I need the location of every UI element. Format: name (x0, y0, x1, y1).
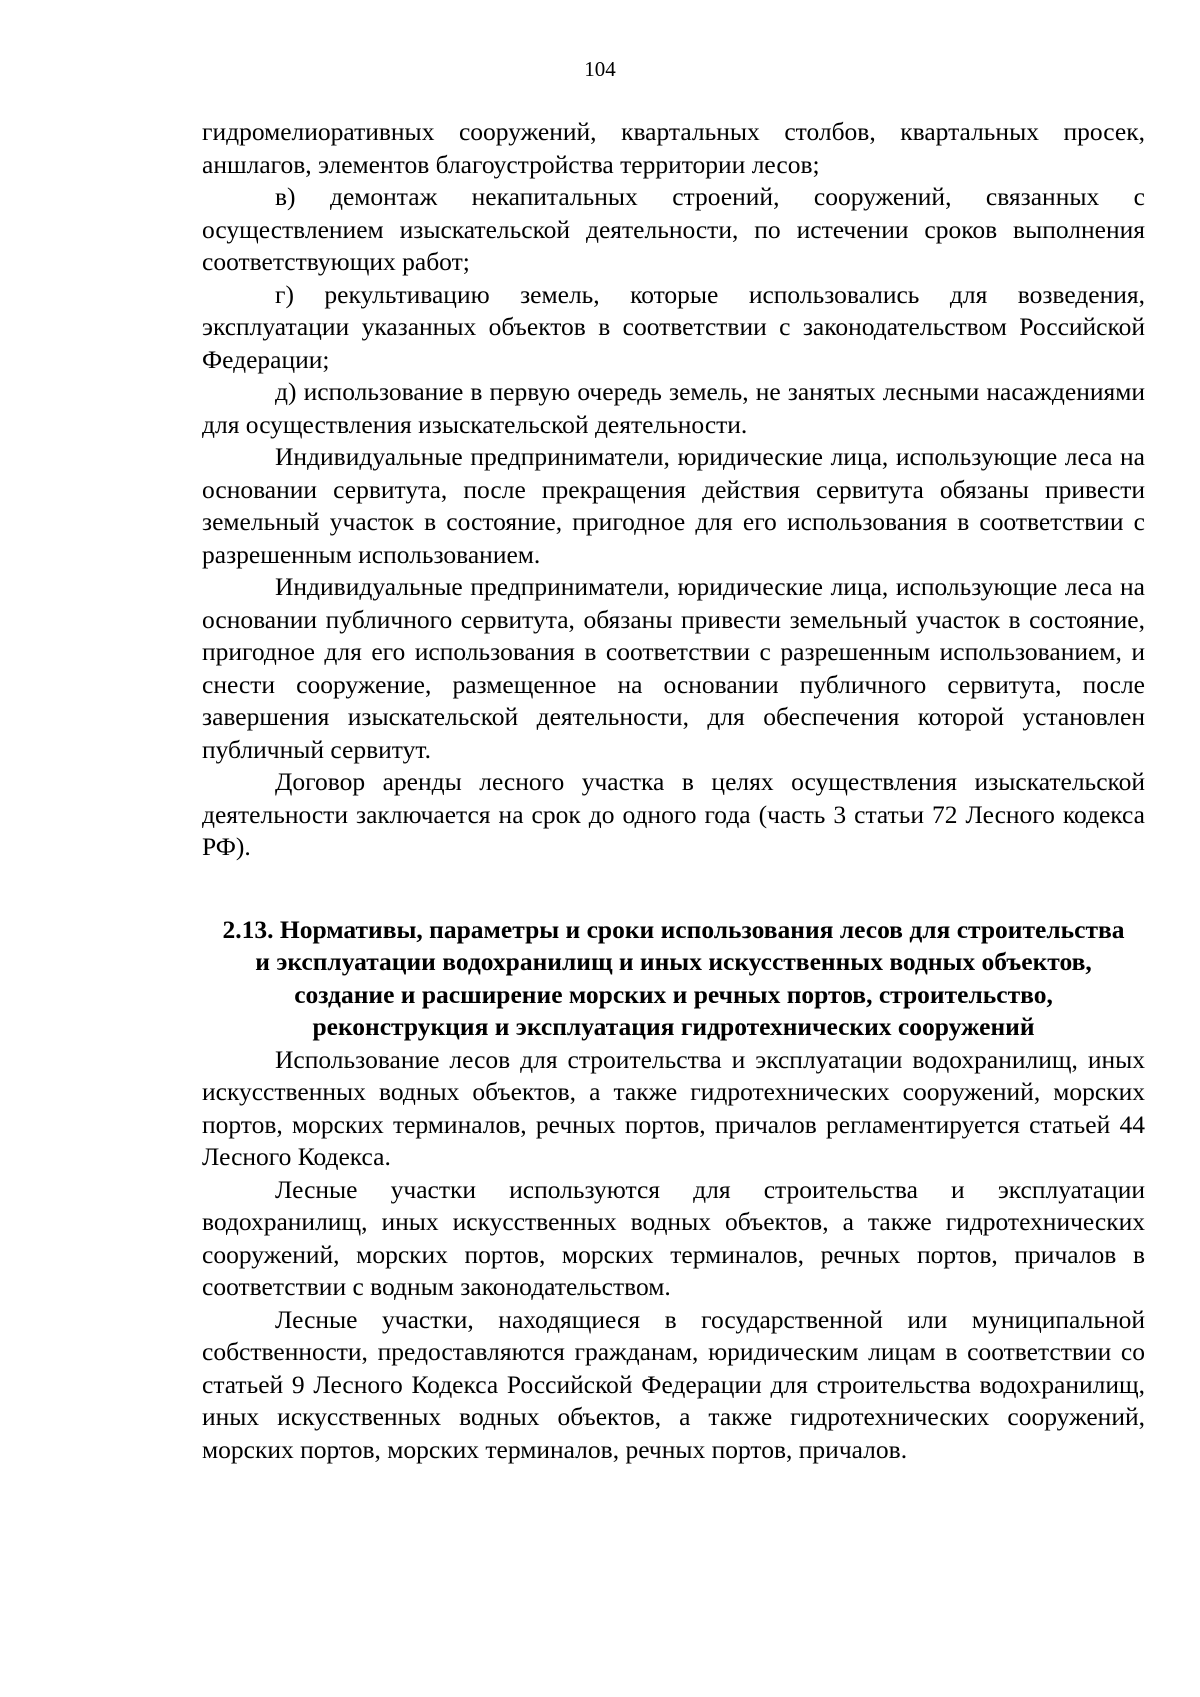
document-body (202, 116, 1145, 1466)
paragraph-item-v: в) демонтаж некапитальных строений, сооружений, связанных с осуществлением изыскательской деятельности, по истечении сроков выполнения соответствующих работ; (202, 182, 1145, 276)
paragraph-item-d: д) использование в первую очередь земель, не занятых лесными насаждениями для осуществления изыскательской деятельности. (202, 377, 1145, 439)
paragraph: Лесные участки, находящиеся в государственной или муниципальной собственности, предоставляются гражданам, юридическим лицам в соответствии со статьей 9 Лесного Кодекса Российской Федерации для строительства водохранилищ, иных искусственных водных объектов, а также гидротехнических сооружений, морских портов, морских терминалов, речных портов, причалов. (202, 1304, 1145, 1464)
paragraphs-top (202, 116, 1145, 864)
paragraph: Индивидуальные предприниматели, юридические лица, использующие леса на основании публичного сервитута, обязаны привести земельный участок в состояние, пригодное для его использования в соответствии с разрешенным использованием, и снести сооружение, размещенное на основании публичного сервитута, после завершения изыскательской деятельности, для обеспечения которой установлен публичный сервитут. (202, 572, 1145, 764)
paragraph: Использование лесов для строительства и эксплуатации водохранилищ, иных искусственных водных объектов, а также гидротехнических сооружений, морских портов, морских терминалов, речных портов, причалов регламентируется статьей 44 Лесного Кодекса. (202, 1044, 1145, 1171)
section-heading: 2.13. Нормативы, параметры и сроки использования лесов для строительства и эксплуатации водохранилищ и иных искусственных водных объектов, создание и расширение морских и речных портов, строительство, реконструкция и эксплуатация гидротехнических сооружений (222, 914, 1125, 1041)
paragraph: Индивидуальные предприниматели, юридические лица, использующие леса на основании сервитута, после прекращения действия сервитута обязаны привести земельный участок в состояние, пригодное для его использования в соответствии с разрешенным использованием. (202, 442, 1145, 569)
paragraphs-section (202, 1044, 1145, 1467)
paragraph: гидромелиоративных сооружений, квартальных столбов, квартальных просек, аншлагов, элементов благоустройства территории лесов; (202, 117, 1145, 179)
paragraph: Лесные участки используются для строительства и эксплуатации водохранилищ, иных искусственных водных объектов, а также гидротехнических сооружений, морских портов, морских терминалов, речных портов, причалов в соответствии с водным законодательством. (202, 1174, 1145, 1301)
paragraph-item-g: г) рекультивацию земель, которые использовались для возведения, эксплуатации указанных объектов в соответствии с законодательством Российской Федерации; (202, 279, 1145, 374)
page-number: 104 (584, 57, 616, 81)
paragraph: Договор аренды лесного участка в целях осуществления изыскательской деятельности заключается на срок до одного года (часть 3 статьи 72 Лесного кодекса РФ). (202, 767, 1145, 861)
